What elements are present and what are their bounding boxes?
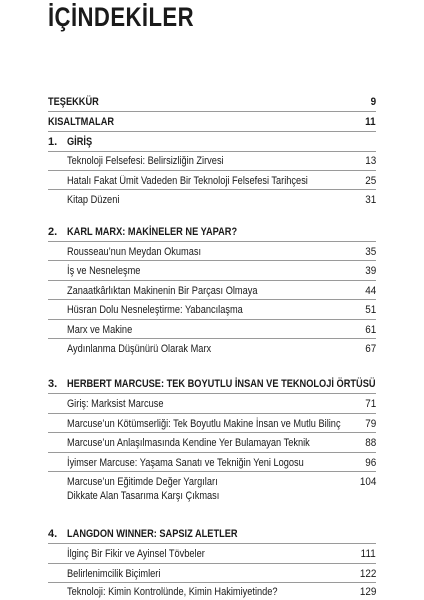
entry-label: İlginç Bir Fikir ve Ayinsel Tövbeler [67,548,205,560]
toc-entry[interactable] [0,193,424,207]
divider [48,582,376,583]
entry-label: Marcuse’un Anlaşılmasında Kendine Yer Bulamayan Teknik [67,437,310,449]
toc-entry[interactable] [0,264,424,278]
toc-entry[interactable] [0,245,424,259]
entry-label: Belirlenimcilik Biçimleri [67,568,161,580]
toc-entry[interactable] [0,303,424,317]
entry-page: 104 [359,476,376,488]
toc-entry[interactable] [0,475,424,503]
toc-entry[interactable] [0,585,424,599]
chapter-heading[interactable] [0,225,424,239]
toc-entry-abbreviations[interactable] [0,115,424,129]
entry-page: 11 [365,116,376,128]
divider [48,111,376,112]
divider [48,131,376,132]
divider [48,338,376,339]
chapter-heading[interactable] [0,135,424,149]
entry-label: KISALTMALAR [48,116,115,128]
divider [48,393,376,394]
divider [48,189,376,190]
toc-entry[interactable] [0,397,424,411]
chapter-title: GİRİŞ [67,136,93,148]
toc-entry[interactable] [0,154,424,168]
entry-page: 71 [364,398,376,410]
toc-entry-acknowledgements[interactable] [0,95,424,109]
entry-page: 122 [359,568,376,580]
entry-page: 129 [359,586,376,598]
divider [48,432,376,433]
entry-label: Marx ve Makine [67,324,133,336]
page-title: İÇİNDEKİLER [48,2,194,32]
chapter-number: 3. [48,378,58,390]
divider [48,471,376,472]
chapter-number: 4. [48,528,58,540]
entry-label: Marcuse’un Eğitimde Değer Yargıları [67,476,218,488]
entry-page: 35 [364,246,376,258]
entry-label: Teknoloji: Kimin Kontrolünde, Kimin Hakimiyetinde? [67,586,278,598]
divider [48,299,376,300]
entry-page: 51 [364,304,376,316]
entry-page: 111 [360,548,376,560]
entry-label-block [67,475,219,503]
chapter-number: 2. [48,226,58,238]
entry-page: 9 [370,96,376,108]
divider [48,151,376,152]
toc-entry[interactable] [0,417,424,431]
entry-page: 67 [364,343,376,355]
entry-label: İyimser Marcuse: Yaşama Sanatı ve Tekniğin Yeni Logosu [67,457,304,469]
divider [48,413,376,414]
entry-page: 88 [364,437,376,449]
toc-entry[interactable] [0,174,424,188]
entry-label: Hatalı Fakat Ümit Vadeden Bir Teknoloji Felsefesi Tarihçesi [67,175,308,187]
divider [48,170,376,171]
divider [48,241,376,242]
chapter-heading[interactable] [0,377,424,391]
chapter-heading[interactable] [0,527,424,541]
entry-page: 25 [364,175,376,187]
entry-page: 31 [364,194,376,206]
entry-page: 44 [364,285,376,297]
entry-label: İş ve Nesneleşme [67,265,141,277]
entry-label: Hüsran Dolu Nesneleştirme: Yabancılaşma [67,304,243,316]
entry-page: 96 [364,457,376,469]
divider [48,563,376,564]
divider [48,260,376,261]
entry-page: 13 [364,155,376,167]
entry-label: Zanaatkârlıktan Makinenin Bir Parçası Olmaya [67,285,258,297]
chapter-title: HERBERT MARCUSE: TEK BOYUTLU İNSAN VE TEKNOLOJİ ÖRTÜSÜ [67,378,376,390]
toc-entry[interactable] [0,284,424,298]
toc-entry[interactable] [0,342,424,356]
entry-page: 39 [364,265,376,277]
toc-entry[interactable] [0,547,424,561]
divider [48,319,376,320]
entry-label: Giriş: Marksist Marcuse [67,398,164,410]
entry-label: Kitap Düzeni [67,194,120,206]
toc-entry[interactable] [0,567,424,581]
entry-label: Rousseau’nun Meydan Okuması [67,246,202,258]
toc-entry[interactable] [0,323,424,337]
divider [48,452,376,453]
divider [48,543,376,544]
entry-label: TEŞEKKÜR [48,96,99,108]
entry-page: 61 [364,324,376,336]
entry-label: Marcuse’un Kötümserliği: Tek Boyutlu Makine İnsan ve Mutlu Bilinç [67,418,341,430]
toc-entry[interactable] [0,456,424,470]
entry-label: Aydınlanma Düşünürü Olarak Marx [67,343,212,355]
divider [48,280,376,281]
entry-label: Teknoloji Felsefesi: Belirsizliğin Zirvesi [67,155,224,167]
entry-page: 79 [364,418,376,430]
entry-label-continued: Dikkate Alan Tasarıma Karşı Çıkması [67,490,220,502]
chapter-number: 1. [48,136,58,148]
toc-entry[interactable] [0,436,424,450]
chapter-title: KARL MARX: MAKİNELER NE YAPAR? [67,226,238,238]
chapter-title: LANGDON WINNER: SAPSIZ ALETLER [67,528,238,540]
